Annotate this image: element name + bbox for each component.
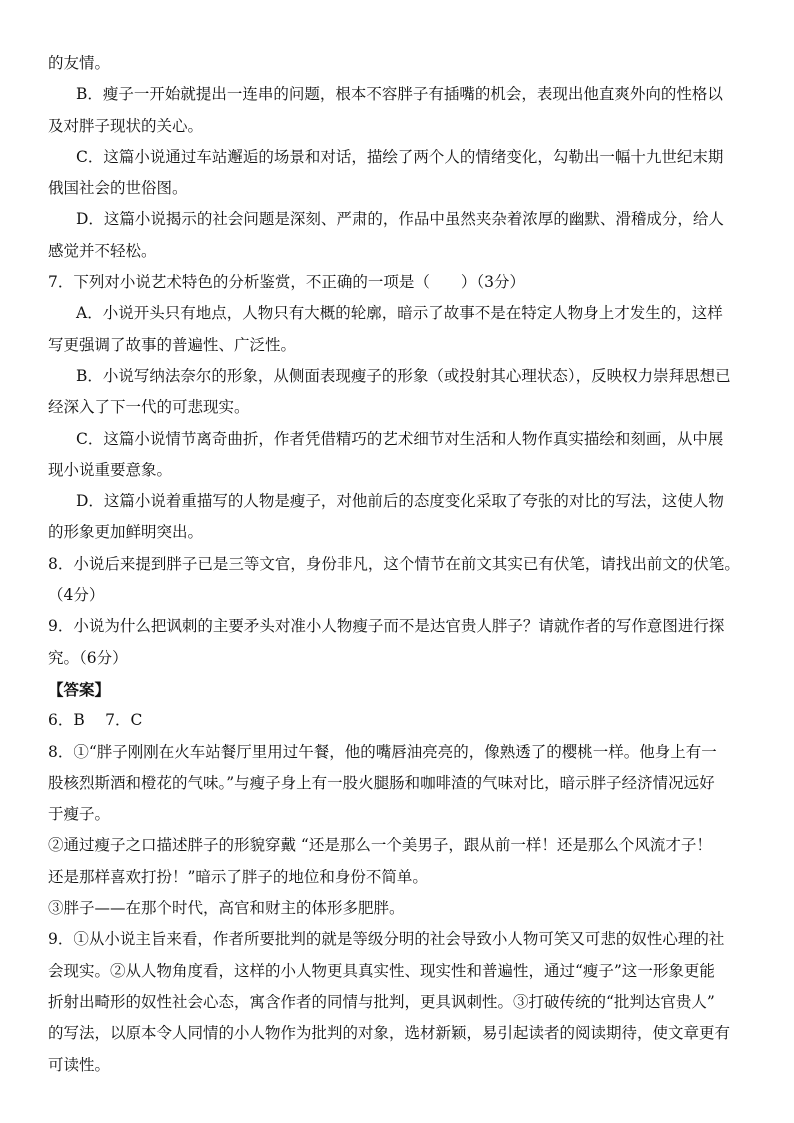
- text-line: ②通过瘦子之口描述胖子的形貌穿戴 “还是那么一个美男子，跟从前一样！还是那么个风流才子！: [48, 836, 712, 855]
- text-line: C．这篇小说情节离奇曲折，作者凭借精巧的艺术细节对生活和人物作真实描绘和刻画，从中展: [76, 429, 724, 448]
- text-line: ③胖子——在那个时代，高官和财主的体形多肥胖。: [48, 899, 405, 918]
- text-line: 可读性。: [48, 1055, 111, 1074]
- text-line: 经深入了下一代的可悲现实。: [48, 398, 250, 417]
- text-line: D．这篇小说揭示的社会问题是深刻、严肃的，作品中虽然夹杂着浓厚的幽默、滑稽成分，给人: [76, 210, 724, 229]
- text-line: C．这篇小说通过车站邂逅的场景和对话，描绘了两个人的情绪变化，勾勒出一幅十九世纪末期: [76, 147, 724, 166]
- text-line: 9．①从小说主旨来看，作者所要批判的就是等级分明的社会导致小人物可笑又可悲的奴性心理的社: [48, 930, 725, 949]
- text-line: 会现实。②从人物角度看，这样的小人物更具真实性、现实性和普遍性，通过“瘦子”这一形象更能: [48, 961, 715, 980]
- text-line: 6．B 7．C: [48, 711, 143, 730]
- text-line: 8．小说后来提到胖子已是三等文官，身份非凡，这个情节在前文其实已有伏笔，请找出前文的伏笔。: [48, 554, 740, 573]
- section-heading-answer: 【答案】: [48, 679, 111, 699]
- text-line: 的友情。: [48, 54, 111, 72]
- text-line: 折射出畸形的奴性社会心态，寓含作者的同情与批判，更具讽刺性。③打破传统的“批判达官贵人”: [48, 992, 715, 1011]
- text-line: 写更强调了故事的普遍性、广泛性。: [48, 335, 297, 354]
- text-line: A．小说开头只有地点，人物只有大概的轮廓，暗示了故事不是在特定人物身上才发生的，这样: [76, 304, 723, 323]
- text-line: 于瘦子。: [48, 805, 111, 824]
- text-line: 9．小说为什么把讽刺的主要矛头对准小人物瘦子而不是达官贵人胖子？请就作者的写作意图进行探: [48, 617, 725, 636]
- text-line: （4分）: [48, 586, 105, 605]
- text-line: 俄国社会的世俗图。: [48, 179, 188, 198]
- text-line: 8．①“胖子刚刚在火车站餐厅里用过午餐，他的嘴唇油亮亮的，像熟透了的樱桃一样。他身上有一: [48, 742, 717, 761]
- text-line: 的写法，以原本令人同情的小人物作为批判的对象，选材新颖，易引起读者的阅读期待，使文章更有: [48, 1024, 731, 1043]
- text-line: B．小说写纳法奈尔的形象，从侧面表现瘦子的形象（或投射其心理状态），反映权力崇拜思想已: [76, 366, 731, 385]
- text-line: D．这篇小说着重描写的人物是瘦子，对他前后的态度变化采取了夸张的对比的写法，这使人物: [76, 492, 724, 511]
- text-line: 现小说重要意象。: [48, 460, 173, 479]
- text-line: 感觉并不轻松。: [48, 241, 157, 260]
- text-line: 还是那样喜欢打扮！”暗示了胖子的地位和身份不简单。: [48, 867, 428, 886]
- text-line: 7．下列对小说艺术特色的分析鉴赏，不正确的一项是（ ）（3分）: [48, 273, 525, 292]
- text-line: 股核烈斯酒和橙花的气味。”与瘦子身上有一股火腿肠和咖啡渣的气味对比，暗示胖子经济情况远好: [48, 773, 715, 792]
- text-line: 的形象更加鲜明突出。: [48, 523, 204, 542]
- document-body: [48, 48, 748, 1081]
- text-line: 究。（6分）: [48, 648, 128, 667]
- text-line: 及对胖子现状的关心。: [48, 116, 204, 135]
- text-line: B．瘦子一开始就提出一连串的问题，根本不容胖子有插嘴的机会，表现出他直爽外向的性格以: [76, 85, 723, 104]
